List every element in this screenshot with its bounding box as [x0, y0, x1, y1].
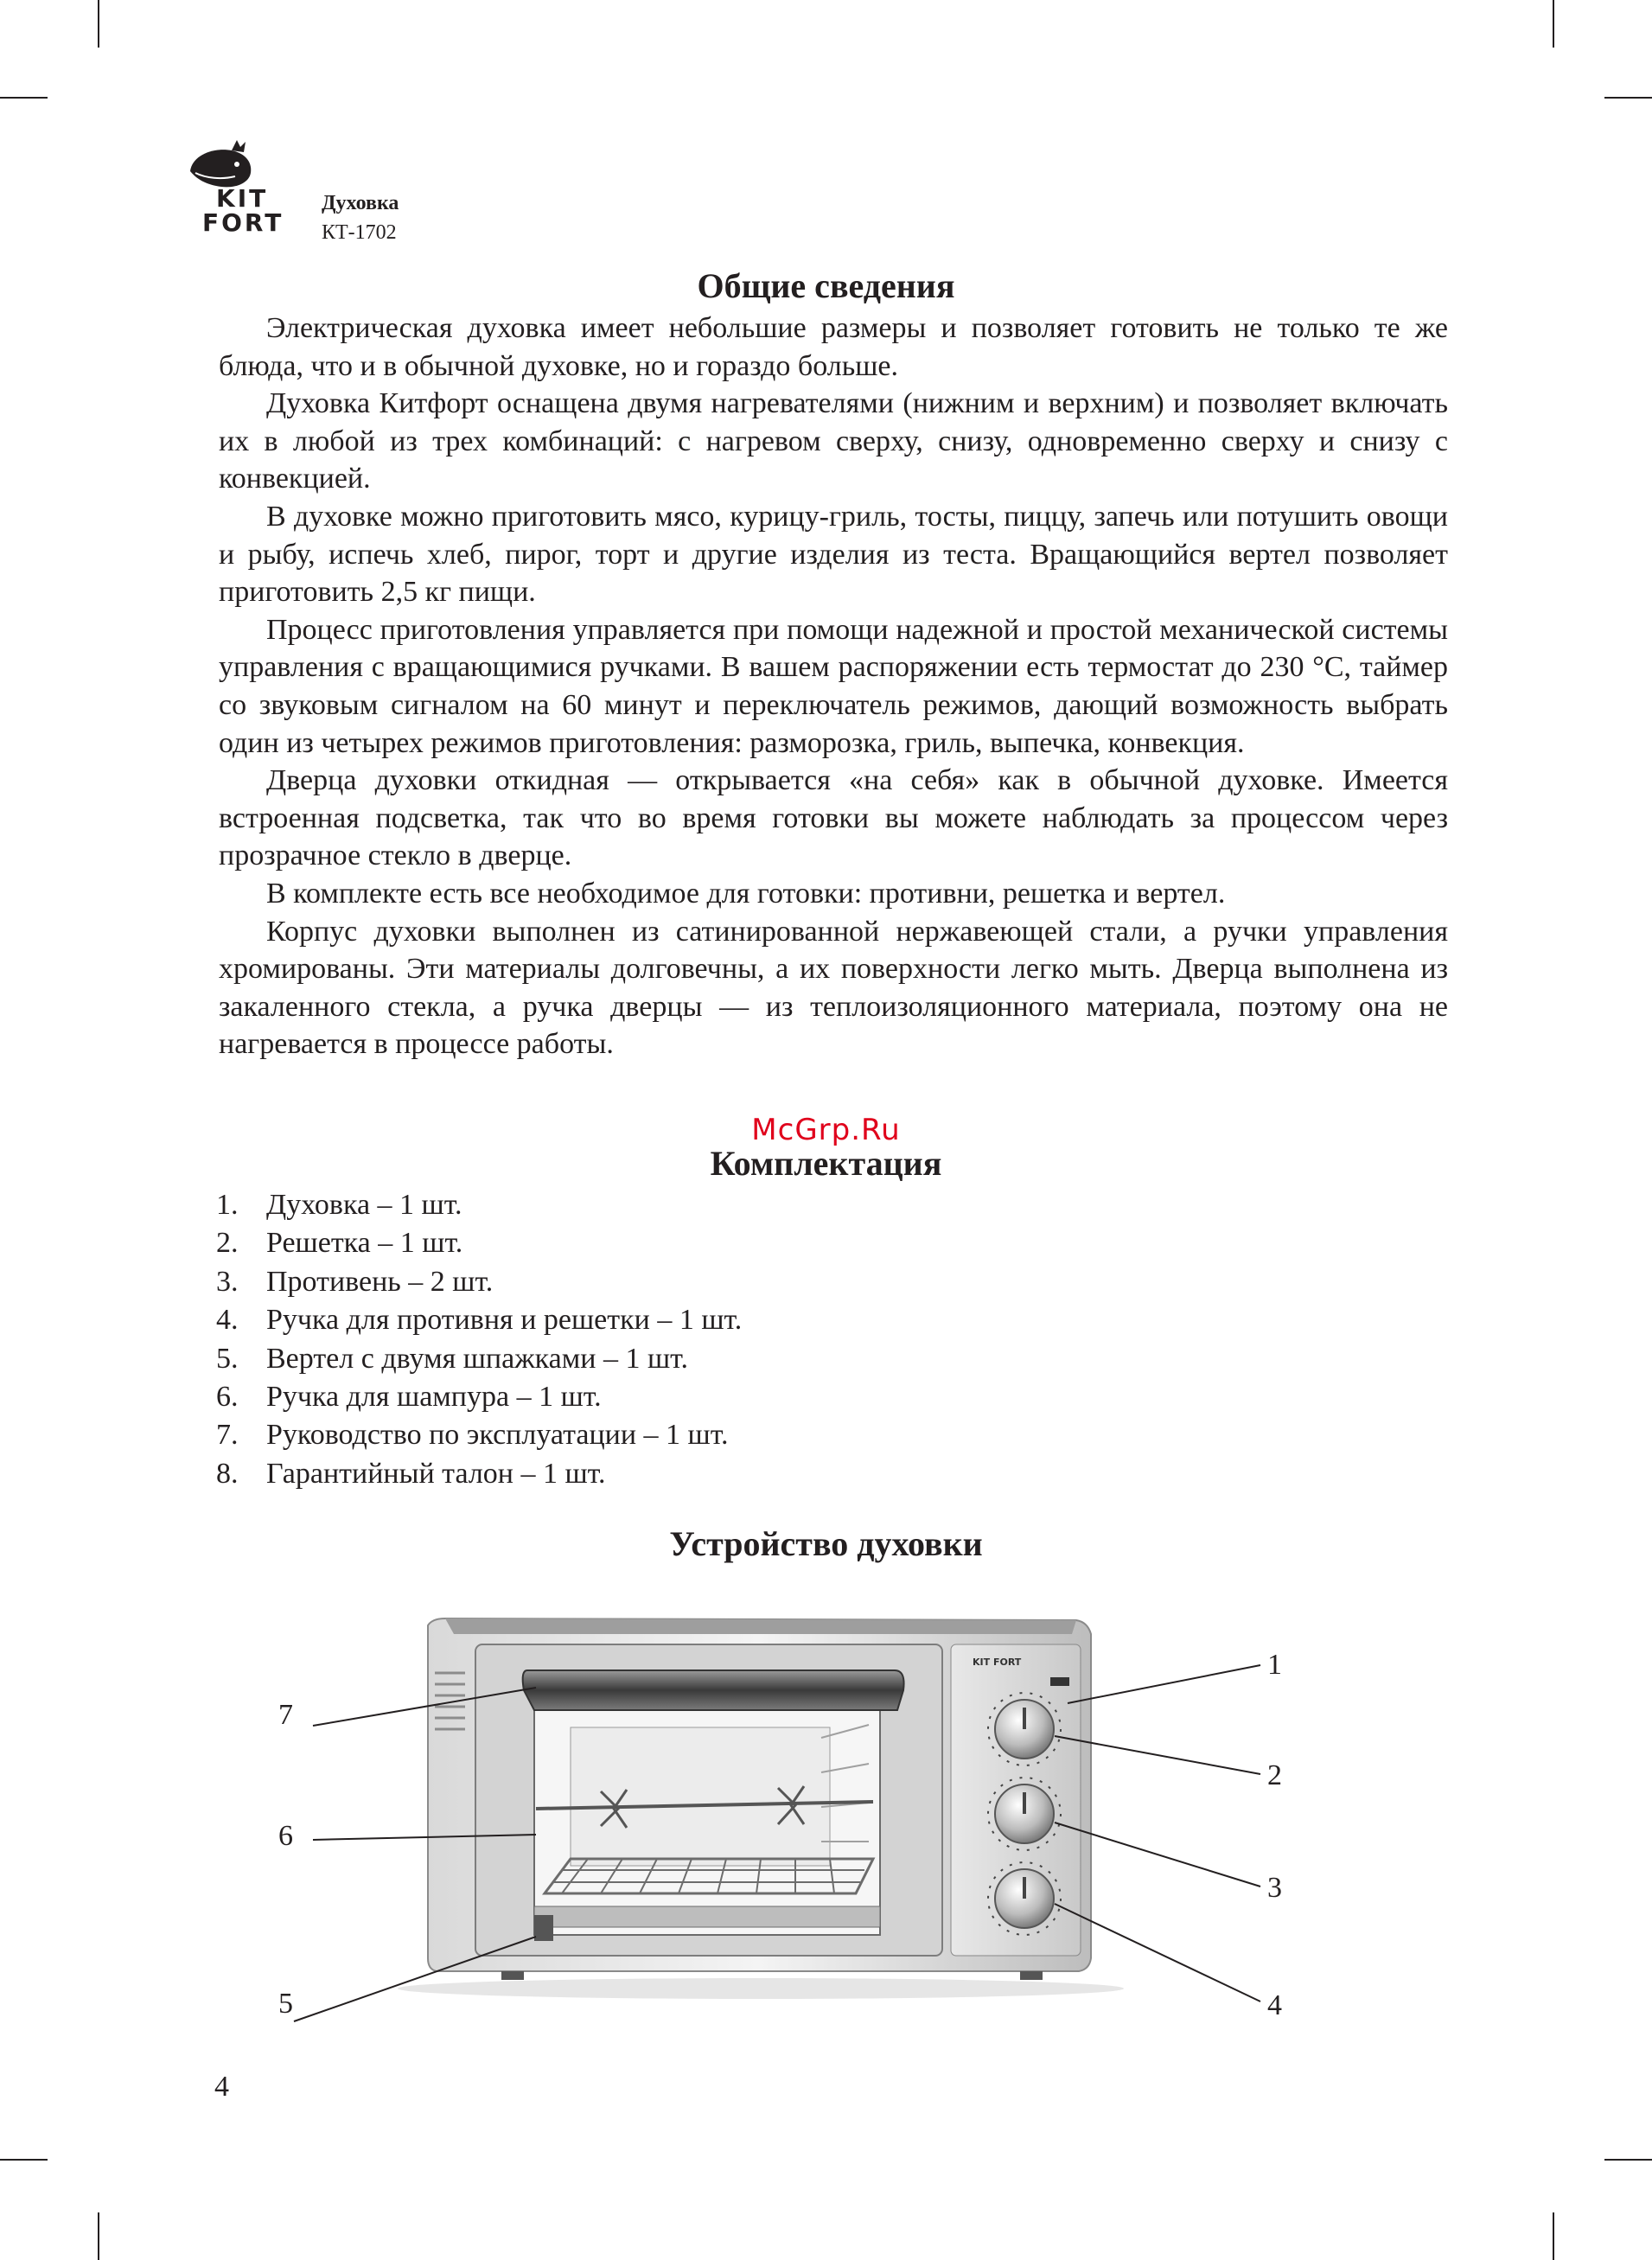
whale-logo-icon: [187, 138, 256, 190]
door-handle: [523, 1670, 904, 1710]
spit-handle: [534, 1915, 553, 1941]
crop-mark: [1604, 97, 1652, 99]
callout-1: 1: [1267, 1649, 1282, 1681]
paragraph: В духовке можно приготовить мясо, курицу-гриль, тосты, пиццу, запечь или потушить овощи и рыбу, испечь хлеб, пирог, торт и другие изделия из теста. Вращающийся вертел позволяет приготовить 2,5 кг пищи.: [219, 500, 1448, 609]
crop-mark: [1604, 2159, 1652, 2161]
oven-top: [445, 1618, 1076, 1634]
callout-3: 3: [1267, 1872, 1282, 1904]
oven-illustration: [259, 1608, 1331, 2110]
list-item: 1. Духовка – 1 шт.: [216, 1189, 462, 1221]
callout-2: 2: [1267, 1759, 1282, 1791]
list-item: 3. Противень – 2 шт.: [216, 1265, 494, 1298]
callout-5: 5: [278, 1988, 293, 2020]
list-item: 6. Ручка для шампура – 1 шт.: [216, 1381, 602, 1414]
list-item: 2. Решетка – 1 шт.: [216, 1227, 463, 1260]
paragraph: В комплекте есть все необходимое для готовки: противни, решетка и вертел.: [266, 877, 1226, 910]
oven-foot: [1020, 1971, 1043, 1980]
crop-mark: [1553, 2212, 1554, 2260]
page-number: 4: [214, 2071, 229, 2103]
list-item: 8. Гарантийный талон – 1 шт.: [216, 1457, 606, 1490]
list-item: 4. Ручка для противня и решетки – 1 шт.: [216, 1304, 743, 1337]
section-title-general: Общие сведения: [697, 266, 955, 305]
product-info: [322, 188, 399, 247]
general-body: [219, 310, 1448, 1063]
paragraph: Корпус духовки выполнен из сатинированной нержавеющей стали, а ручки управления хромированы. Эти материалы долговечны, а их поверхности легко мыть. Дверца выполнена из закаленного стекла, а ручка дверцы — из теплоизоляционного материала, поэтому она не нагревается в процессе работы.: [219, 915, 1448, 1061]
callout-6: 6: [278, 1820, 293, 1852]
paragraph: Процесс приготовления управляется при помощи надежной и простой механической системы управления с вращающимися ручками. В вашем распоряжении есть термостат до 230 °С, таймер со звуковым сигналом на 60 минут и переключатель режимов, дающий возможность выбрать один из четырех режимов приготовления: разморозка, гриль, выпечка, конвекция.: [219, 613, 1448, 759]
crop-mark: [98, 2212, 99, 2260]
crop-mark: [0, 97, 48, 99]
crop-mark: [98, 0, 99, 48]
oven-foot: [501, 1971, 524, 1980]
list-item: 7. Руководство по эксплуатации – 1 шт.: [216, 1419, 729, 1452]
panel-brand: KIT FORT: [973, 1657, 1022, 1668]
page-header: [187, 138, 533, 251]
oven-diagram: [259, 1608, 1331, 2110]
paragraph: Электрическая духовка имеет небольшие размеры и позволяет готовить не только те же блюда, что и в обычной духовке, но и гораздо больше.: [219, 312, 1448, 382]
paragraph: Духовка Китфорт оснащена двумя нагревателями (нижним и верхним) и позволяет включать их в любой из трех комбинаций: с нагревом сверху, снизу, одновременно сверху и снизу с конвекцией.: [219, 387, 1448, 495]
callout-4: 4: [1267, 1989, 1282, 2021]
crop-mark: [0, 2159, 48, 2161]
product-name: Духовка: [322, 192, 399, 214]
section-title-device: Устройство духовки: [669, 1524, 983, 1563]
product-model: КТ-1702: [322, 221, 397, 244]
baking-tray: [534, 1906, 880, 1927]
callout-7: 7: [278, 1699, 293, 1731]
crop-mark: [1553, 0, 1554, 48]
paragraph: Дверца духовки откидная — открывается «на себя» как в обычной духовке. Имеется встроенная подсветка, так что во время готовки вы можете наблюдать за процессом через прозрачное стекло в дверце.: [219, 764, 1448, 872]
package-list: [216, 1186, 742, 1493]
list-item: 5. Вертел с двумя шпажками – 1 шт.: [216, 1342, 688, 1375]
watermark: McGrp.Ru: [751, 1113, 901, 1147]
brand-wordmark: KIT FORT: [202, 184, 284, 237]
section-title-package: Комплектация: [710, 1144, 942, 1183]
